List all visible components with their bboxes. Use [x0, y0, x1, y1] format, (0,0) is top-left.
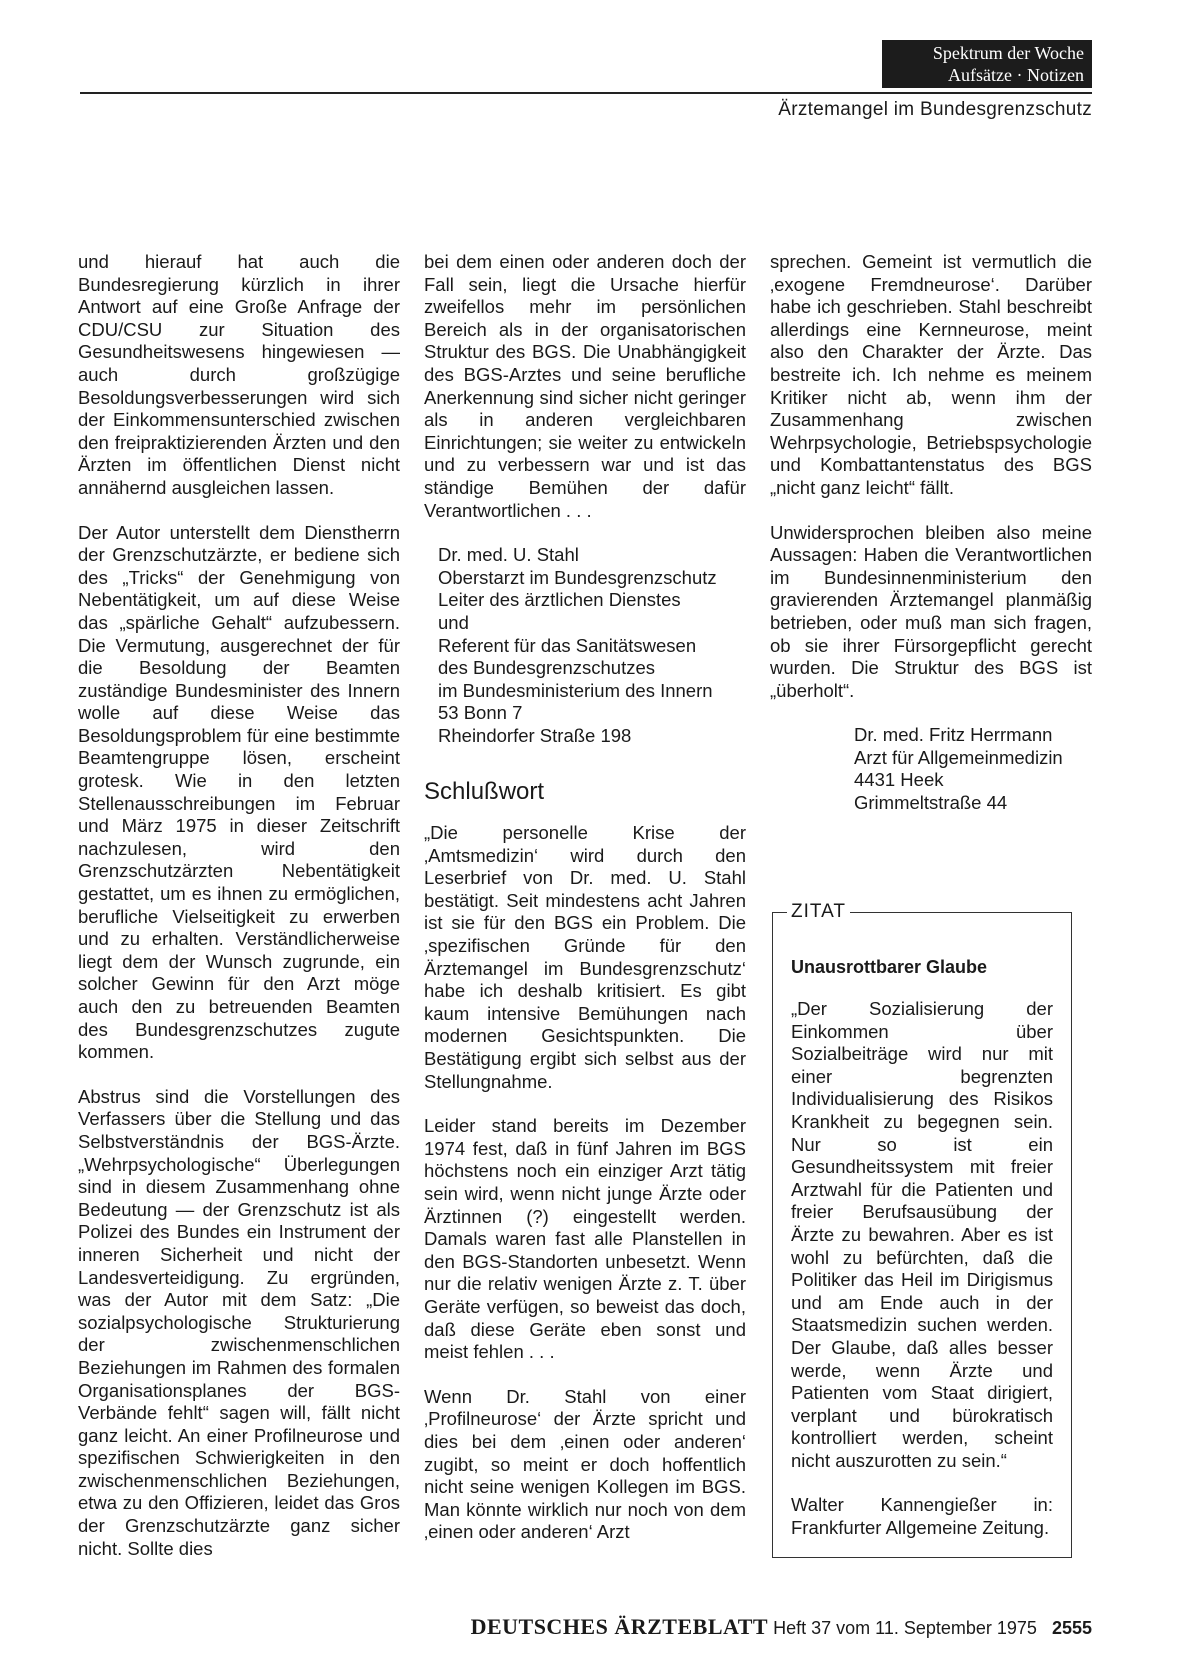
issue-info: Heft 37 vom 11. September 1975: [773, 1618, 1037, 1638]
author-address: [438, 544, 746, 747]
col2-paragraph-3: Leider stand bereits im Dezember 1974 fest, daß in fünf Jahren im BGS höchstens noch ein einziger Arzt tätig sein wird, wenn nicht junge Ärzte oder Ärztinnen (?) eingestellt werden. Damals waren fast alle Planstellen in den BGS-Standorten unbesetzt. Wenn nur die relativ wenigen Ärzte z. T. über Geräte verfügen, so beweist das doch, daß diese Geräte eben sonst und meist fehlen . . .: [424, 1115, 746, 1363]
col1-paragraph-3: Abstrus sind die Vorstellungen des Verfassers über die Stellung und das Selbstverständnis der BGS-Ärzte. „Wehrpsychologische“ Überlegungen sind in diesem Zusammenhang ohne Bedeutung — der Grenzschutz ist als Polizei des Bundes ein Instrument der inneren Sicherheit und nicht der Landesverteidigung. Zu ergründen, was der Autor mit dem Satz: „Die sozialpsychologische Strukturierung der zwischenmenschlichen Beziehungen im Rahmen des formalen Organisationsplanes der BGS-Verbände fehlt“ sagen will, fällt nicht ganz leicht. An einer Profilneurose und spezifischen Schwierigkeiten in den zwischenmenschlichen Beziehungen, etwa zu den Offizieren, leidet das Gros der Grenzschutzärzte ganz sicher nicht. Sollte dies: [78, 1085, 400, 1559]
page-footer: [471, 1614, 1092, 1640]
col2-paragraph-4: Wenn Dr. Stahl von einer ‚Profilneurose‘ der Ärzte spricht und dies bei dem ‚einen oder anderen‘ zugibt, so meint er doch hoffentlich nicht seine wenigen Kollegen im BGS. Man könnte wirklich nur noch von dem ‚einen oder anderen‘ Arzt: [424, 1385, 746, 1543]
address-line: Referent für das Sanitätswesen: [438, 634, 697, 656]
quote-text: „Der Sozialisierung der Einkommen über Sozialbeiträge wird nur mit einer begrenzten Individualisierung des Risikos Krankheit zu begegnen sein. Nur so ist ein Gesundheitssystem mit freier Arztwahl für die Patienten und freier Berufsausübung der Ärzte zu bewahren. Aber es ist wohl zu befürchten, daß die Politiker das Heil im Dirigismus und am Ende auch in der Staatsmedizin suchen werden. Der Glaube, daß alles besser werde, wenn Ärzte und Patienten vom Staat dirigiert, verplant und bürokratisch kontrolliert werden, scheint nicht auszurotten zu sein.“: [791, 998, 1053, 1471]
quote-source: Walter Kannengießer in: Frankfurter Allgemeine Zeitung.: [791, 1494, 1053, 1539]
signature-line: Dr. med. Fritz Herrmann: [854, 724, 1053, 746]
address-line: Oberstarzt im Bundesgrenzschutz: [438, 566, 717, 588]
section-badge-line2: Aufsätze · Notizen: [948, 65, 1084, 85]
col3-paragraph-1: sprechen. Gemeint ist vermutlich die ‚exogene Fremdneurose‘. Darüber habe ich geschrieben. Stahl beschreibt allerdings eine Kernneurose, meint also den Charakter der Ärzte. Das bestreite ich. Ich nehme es meinem Kritiker nicht ab, wenn ihm der Zusammenhang zwischen Wehrpsychologie, Betriebspsychologie und Kombattantenstatus des BGS „nicht ganz leicht“ fällt.: [770, 251, 1092, 498]
signature-line: Arzt für Allgemeinmedizin: [854, 746, 1063, 768]
running-title: Ärztemangel im Bundesgrenzschutz: [778, 99, 1092, 120]
signature-line: 4431 Heek: [854, 769, 944, 791]
col2-paragraph-1: bei dem einen oder anderen doch der Fall sein, liegt die Ursache hierfür zweifellos mehr im persönlichen Bereich als in der organisatorischen Struktur des BGS. Die Unabhängigkeit des BGS-Arztes und seine berufliche Anerkennung sind sicher nicht geringer als in anderen vergleichbaren Einrichtungen; sie weiter zu entwickeln und zu verbessern war und ist das ständige Bemühen der dafür Verantwortlichen . . .: [424, 251, 746, 521]
page-number: 2555: [1051, 1618, 1092, 1638]
col3-paragraph-2: Unwidersprochen bleiben also meine Aussagen: Haben die Verantwortlichen im Bundesinnenministerium den gravierenden Ärztemangel planmäßig betrieben, oder muß man sich fragen, ob sie ihrer Fürsorgepflicht gerecht wurden. Die Struktur des BGS ist „überholt“.: [770, 521, 1092, 701]
address-line: im Bundesministerium des Innern: [438, 679, 713, 701]
column-2: [424, 251, 746, 1566]
address-line: Leiter des ärztlichen Dienstes: [438, 589, 681, 611]
signature-line: Grimmeltstraße 44: [854, 792, 1008, 814]
col1-paragraph-2: Der Autor unterstellt dem Dienstherrn der Grenzschutzärzte, er bediene sich des „Tricks“ der Genehmigung von Nebentätigkeit, um auf diese Weise das „spärliche Gehalt“ aufzubessern. Die Vermutung, ausgerechnet der für die Besoldung der Beamten zuständige Bundesminister des Innern wolle auf diese Weise das Besoldungsproblem für eine bestimmte Beamtengruppe lösen, erscheint grotesk. Wie in den letzten Stellenausschreibungen im Februar und März 1975 in dieser Zeitschrift nachzulesen, wird den Grenzschutzärzten Nebentätigkeit gestattet, um es ihnen zu ermöglichen, berufliche Vielseitigkeit zu erwerben und zu erhalten. Verständlicherweise liegt dem der Wunsch zugrunde, ein solcher Gewinn für den Arzt möge auch den zu betreuenden Beamten des Bundesgrenzschutzes zugute kommen.: [78, 521, 400, 1063]
address-line: Dr. med. U. Stahl: [438, 544, 579, 566]
signature-block: [854, 724, 1092, 814]
section-badge-line1: Spektrum der Woche: [932, 43, 1084, 63]
header-rule: [80, 92, 1092, 94]
quote-box: [772, 901, 1072, 1558]
address-line: Rheindorfer Straße 198: [438, 724, 632, 746]
quote-title: Unausrottbarer Glaube: [791, 957, 988, 977]
section-heading: Schlußwort: [424, 778, 545, 806]
journal-name: DEUTSCHES ÄRZTEBLATT: [470, 1614, 769, 1639]
address-line: des Bundesgrenzschutzes: [438, 657, 655, 679]
quote-body: [791, 998, 1053, 1540]
quote-label: ZITAT: [787, 901, 850, 923]
col1-paragraph-1: und hierauf hat auch die Bundesregierung kürzlich in ihrer Antwort auf eine Große Anfrage der CDU/CSU zur Situation des Gesundheitswesens hingewiesen — auch durch großzügige Besoldungsverbesserungen wird sich der Einkommensunterschied zwischen den freipraktizierenden Ärzten und den Ärzten im öffentlichen Dienst nicht annähernd ausgleichen lassen.: [78, 251, 400, 498]
column-3: [770, 251, 1092, 837]
section-badge: [882, 40, 1092, 88]
address-line: und: [438, 611, 469, 633]
col2-paragraph-2: „Die personelle Krise der ‚Amtsmedizin‘ wird durch den Leserbrief von Dr. med. U. Stahl bestätigt. Seit mindestens acht Jahren ist sie für den BGS ein Problem. Die ‚spezifischen Gründe für den Ärztemangel im Bundesgrenzschutz‘ habe ich deshalb kritisiert. Es gibt kaum intensive Bemühungen nach modernen Gesichtspunkten. Die Bestätigung ergibt sich selbst aus der Stellungnahme.: [424, 822, 746, 1092]
column-1: [78, 251, 400, 1582]
address-line: 53 Bonn 7: [438, 702, 523, 724]
